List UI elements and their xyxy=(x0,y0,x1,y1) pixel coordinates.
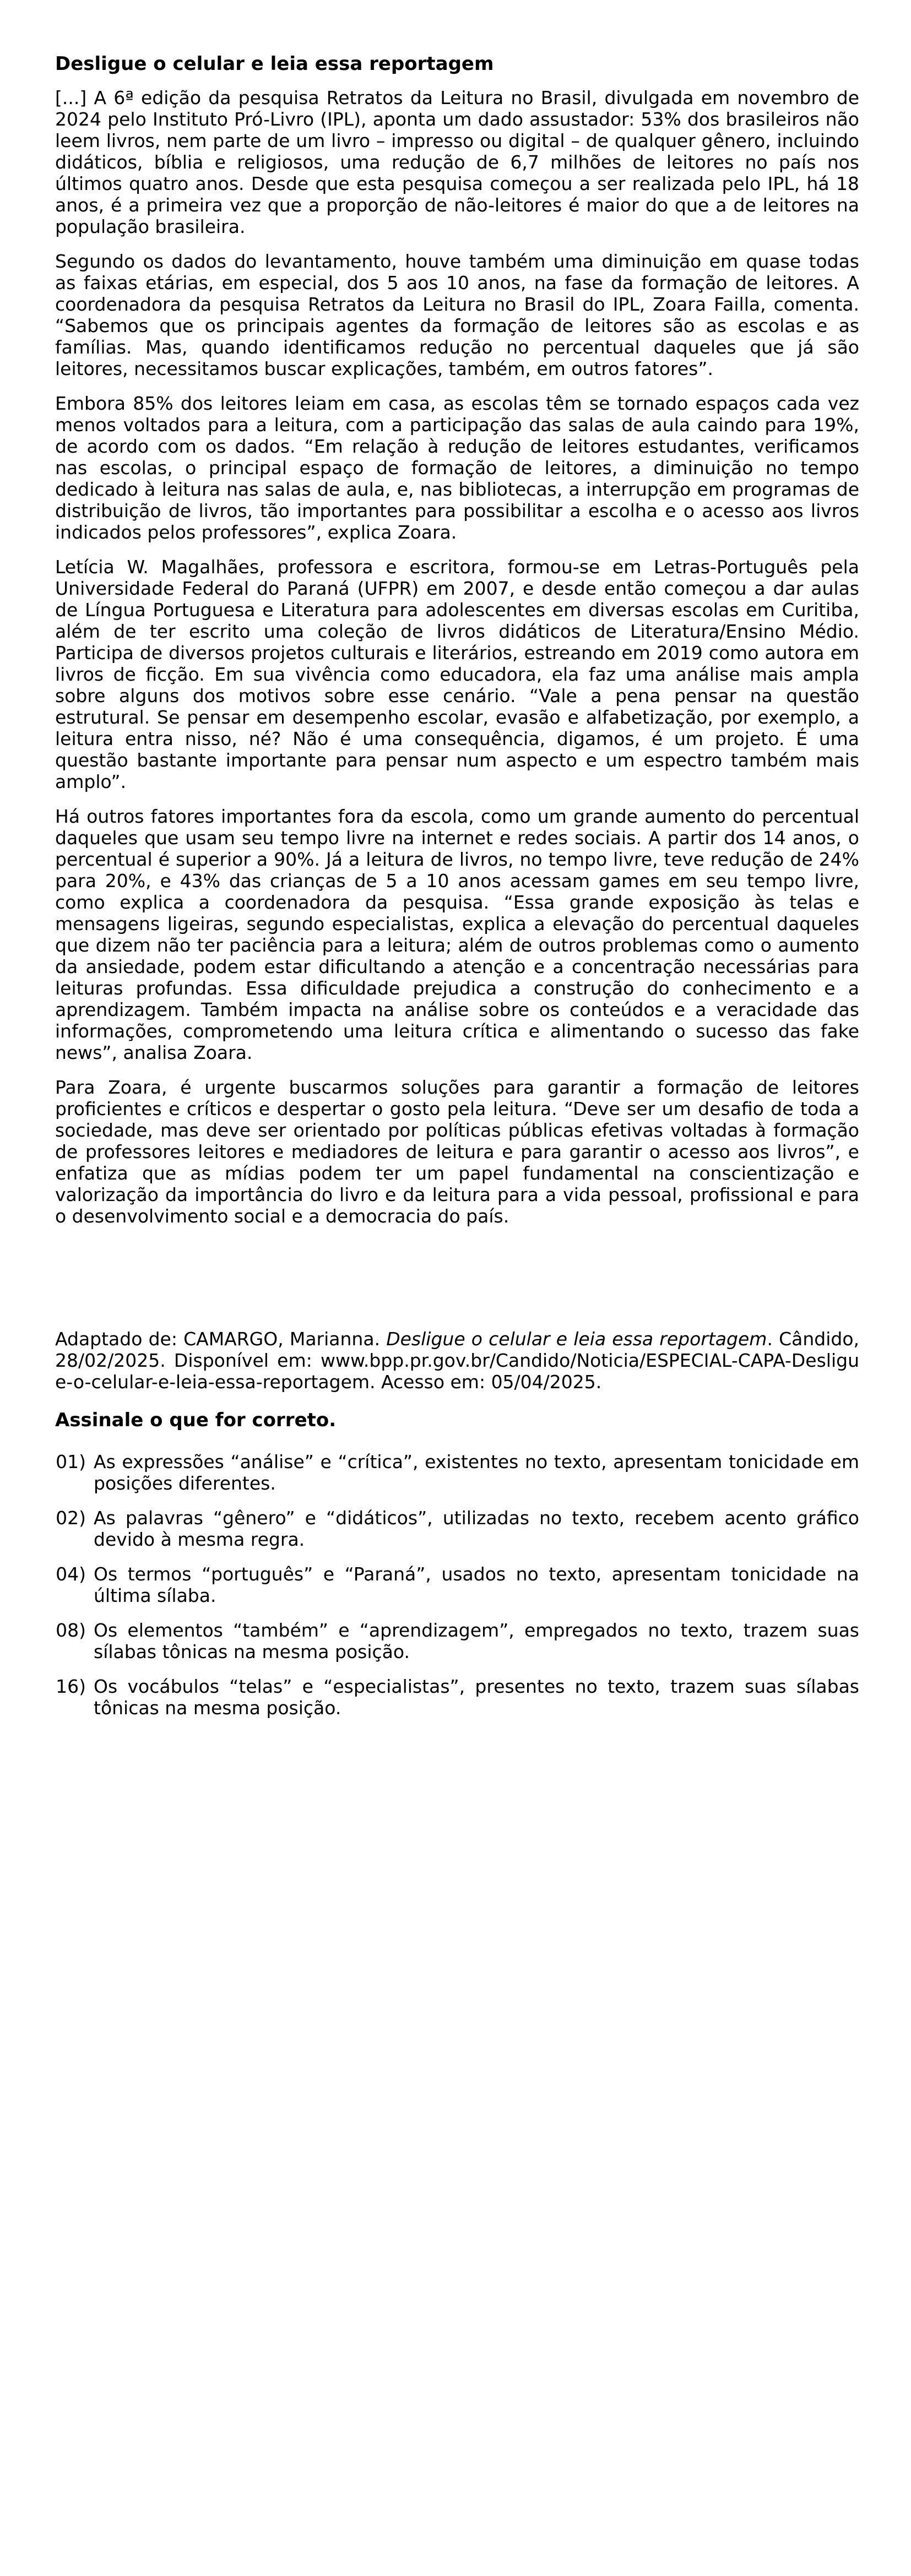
citation-suffix: . Cândido, 28/02/2025. Disponível em: www.bpp.pr.gov.br/Candido/Noticia/ESPECIAL-CAPA-Desligue-o-celular-e-leia-essa-reportagem. Acesso em: 05/04/2025. xyxy=(55,1328,860,1393)
source-citation xyxy=(55,1328,859,1393)
article-paragraph: Embora 85% dos leitores leiam em casa, as escolas têm se tornado espaços cada vez menos voltados para a leitura, com a participação das salas de aula caindo para 19%, de acordo com os dados. “Em relação à redução de leitores estudantes, verificamos nas escolas, o principal espaço de formação de leitores, a diminuição no tempo dedicado à leitura nas salas de aula, e, nas bibliotecas, a interrupção em programas de distribuição de livros, tão importantes para possibilitar a escolha e o acesso aos livros indicados pelos professores”, explica Zoara. xyxy=(55,393,859,543)
option-number: 01) xyxy=(56,1451,86,1472)
answer-option-01 xyxy=(55,1451,859,1494)
citation-title: Desligue o celular e leia essa reportagem xyxy=(386,1328,767,1350)
option-text: Os termos “português” e “Paraná”, usados no texto, apresentam tonicidade na última sílaba. xyxy=(94,1563,859,1606)
answer-option-02 xyxy=(55,1507,859,1550)
article-paragraph: [...] A 6ª edição da pesquisa Retratos da Leitura no Brasil, divulgada em novembro de 2024 pelo Instituto Pró-Livro (IPL), aponta um dado assustador: 53% dos brasileiros não leem livros, nem parte de um livro – impresso ou digital – de qualquer gênero, incluindo didáticos, bíblia e religiosos, uma redução de 6,7 milhões de leitores no país nos últimos quatro anos. Desde que esta pesquisa começou a ser realizada pelo IPL, há 18 anos, é a primeira vez que a proporção de não-leitores é maior do que a de leitores na população brasileira. xyxy=(55,87,859,237)
option-number: 02) xyxy=(56,1507,86,1529)
article-paragraph: Letícia W. Magalhães, professora e escritora, formou-se em Letras-Português pela Universidade Federal do Paraná (UFPR) em 2007, e desde então começou a dar aulas de Língua Portuguesa e Literatura para adolescentes em diversas escolas em Curitiba, além de ter escrito uma coleção de livros didáticos de Literatura/Ensino Médio. Participa de diversos projetos culturais e literários, estreando em 2019 como autora em livros de ficção. Em sua vivência como educadora, ela faz uma análise mais ampla sobre alguns dos motivos sobre esse cenário. “Vale a pena pensar na questão estrutural. Se pensar em desempenho escolar, evasão e alfabetização, por exemplo, a leitura entra nisso, né? Não é uma consequência, digamos, é um projeto. É uma questão bastante importante para pensar num aspecto e um espectro também mais amplo”. xyxy=(55,556,859,792)
answer-option-16 xyxy=(55,1676,859,1719)
option-text: Os elementos “também” e “aprendizagem”, empregados no texto, trazem suas sílabas tônicas na mesma posição. xyxy=(94,1619,859,1662)
article-paragraph: Para Zoara, é urgente buscarmos soluções para garantir a formação de leitores proficientes e críticos e despertar o gosto pela leitura. “Deve ser um desafio de toda a sociedade, mas deve ser orientado por políticas públicas efetivas voltadas à formação de professores leitores e mediadores de leitura e para garantir o acesso aos livros”, e enfatiza que as mídias podem ter um papel fundamental na conscientização e valorização da importância do livro e da leitura para a vida pessoal, profissional e para o desenvolvimento social e a democracia do país. xyxy=(55,1077,859,1227)
question-prompt: Assinale o que for correto. xyxy=(55,1409,337,1431)
article-paragraph: Segundo os dados do levantamento, houve também uma diminuição em quase todas as faixas etárias, em especial, dos 5 aos 10 anos, na fase da formação de leitores. A coordenadora da pesquisa Retratos da Leitura no Brasil do IPL, Zoara Failla, comenta. “Sabemos que os principais agentes da formação de leitores são as escolas e as famílias. Mas, quando identificamos redução no percentual daqueles que já são leitores, necessitamos buscar explicações, também, em outros fatores”. xyxy=(55,251,859,379)
option-text: As palavras “gênero” e “didáticos”, utilizadas no texto, recebem acento gráfico devido à mesma regra. xyxy=(94,1507,859,1550)
option-number: 16) xyxy=(56,1676,86,1697)
option-text: Os vocábulos “telas” e “especialistas”, presentes no texto, trazem suas sílabas tônicas na mesma posição. xyxy=(94,1676,859,1719)
article-title: Desligue o celular e leia essa reportagem xyxy=(55,53,494,75)
option-text: As expressões “análise” e “crítica”, existentes no texto, apresentam tonicidade em posições diferentes. xyxy=(94,1451,859,1494)
citation-prefix: Adaptado de: CAMARGO, Marianna. xyxy=(55,1328,387,1350)
option-number: 08) xyxy=(56,1619,86,1641)
option-number: 04) xyxy=(56,1563,86,1585)
answer-option-04 xyxy=(55,1563,859,1606)
exam-page xyxy=(55,53,859,1732)
answer-options xyxy=(55,1451,859,1719)
answer-option-08 xyxy=(55,1619,859,1662)
section-spacer xyxy=(55,1240,859,1328)
article-paragraph: Há outros fatores importantes fora da escola, como um grande aumento do percentual daqueles que usam seu tempo livre na internet e redes sociais. A partir dos 14 anos, o percentual é superior a 90%. Já a leitura de livros, no tempo livre, teve redução de 24% para 20%, e 43% das crianças de 5 a 10 anos acessam games em seu tempo livre, como explica a coordenadora da pesquisa. “Essa grande exposição às telas e mensagens ligeiras, segundo especialistas, explica a elevação do percentual daqueles que dizem não ter paciência para a leitura; além de outros problemas como o aumento da ansiedade, podem estar dificultando a atenção e a concentração necessárias para leituras profundas. Essa dificuldade prejudica a construção do conhecimento e a aprendizagem. Também impacta na análise sobre os conteúdos e a veracidade das informações, comprometendo uma leitura crítica e alimentando o sucesso das fake news”, analisa Zoara. xyxy=(55,806,859,1063)
